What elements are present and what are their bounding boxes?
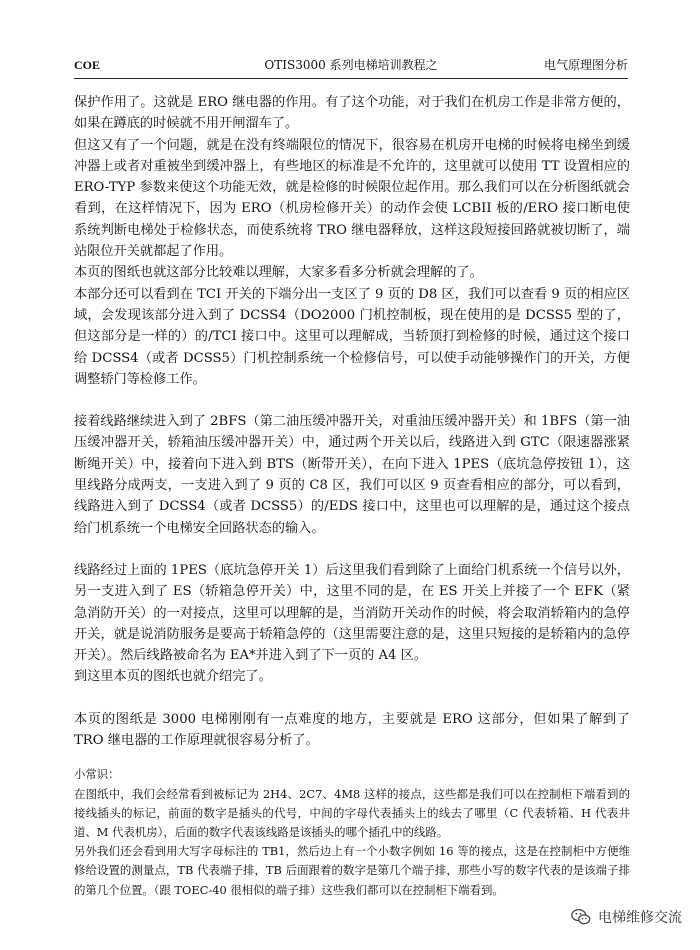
paragraph: 本页的图纸是 3000 电梯刚刚有一点难度的地方，主要就是 ERO 这部分，但如果了解到了 TRO 继电器的工作原理就很容易分析了。 bbox=[74, 711, 630, 749]
paragraph-gap bbox=[74, 688, 630, 709]
document-body bbox=[74, 92, 630, 900]
tips-item: 在图纸中，我们会经常看到被标记为 2H4、2C7、4M8 这样的接点，这些都是我们可以在控制柜下端看到的接线插头的标记，前面的数字是插头的代号，中间的字母代表插头上的线去了哪里（C 代表轿箱、H 代表井道、M 代表机房），后面的数字代表该线路是该插头的哪个插孔中的线路。 bbox=[74, 786, 630, 839]
paragraph: 接着线路继续进入到了 2BFS（第二油压缓冲器开关，对重油压缓冲器开关）和 1BFS（第一油压缓冲器开关，轿箱油压缓冲器开关）中，通过两个开关以后，线路进入到 GTC（限速器涨紧断绳开关）中，接着向下进入到 BTS（断带开关），在向下进入 1PES（底坑急停按钮 1），这里线路分成两支，一支进入到了 9 页的 C8 区，我们可以区 9 页查看相应的部分，可以看到，线路进入到了 DCSS4（或者 DCSS5）的/EDS 接口中，这里也可以理解的是，通过这个接点给门机系统一个电梯安全回路状态的输入。 bbox=[74, 414, 630, 536]
watermark-text: 电梯维修交流 bbox=[598, 910, 682, 926]
paragraph: 本部分还可以看到在 TCI 开关的下端分出一支区了 9 页的 D8 区，我们可以查看 9 页的相应区域，会发现该部分进入到了 DCSS4（DO2000 门机控制板，现在使用的是 DCSS5 型的了，但这部分是一样的）的/TCI 接口中。这里可以理解成，当轿顶打到检修的时候，通过这个接口给 DCSS4（或者 DCSS5）门机控制系统一个检修信号，可以使手动能够操作门的开关，方便调整轿门等检修工作。 bbox=[74, 286, 630, 387]
paragraph: 但这又有了一个问题，就是在没有终端限位的情况下，很容易在机房开电梯的时候将电梯坐到缓冲器上或者对重被坐到缓冲器上，有些地区的标准是不允许的，这里就可以使用 TT 设置相应的 ERO-TYP 参数来使这个功能无效，就是检修的时候限位起作用。那么我们可以在分析图纸就会看到，在这样情况下，因为 ERO（机房检修开关）的动作会使 LCBII 板的/ERO 接口断电使系统判断电梯处于检修状态，而使系统将 TRO 继电器释放，这样这段短接回路就被切断了，端站限位开关就都起了作用。 bbox=[74, 137, 630, 260]
wechat-icon bbox=[570, 906, 592, 928]
paragraph: 到这里本页的图纸也就介绍完了。 bbox=[74, 669, 272, 685]
paragraph: 本页的图纸也就这部分比较难以理解，大家多看多分析就会理解的了。 bbox=[74, 265, 483, 281]
tips-item: 另外我们还会看到用大写字母标注的 TB1，然后边上有一个小数字例如 16 等的接点，这是在控制柜中方便维修给设置的测量点，TB 代表端子排，TB 后面跟着的数字是第几个端子排，那些小写的数字代表的是该端子排的第几个位置。（跟 TOEC-40 很相似的端子排）这些我们都可以在控制柜下端看到。 bbox=[74, 844, 630, 897]
header-title: OTIS3000 系列电梯培训教程之 bbox=[264, 58, 438, 72]
paragraph: 保护作用了。这就是 ERO 继电器的作用。有了这个功能，对于我们在机房工作是非常方便的，如果在蹲底的时候就不用开闸溜车了。 bbox=[74, 95, 630, 132]
page-header bbox=[74, 56, 628, 79]
paragraph-gap bbox=[74, 390, 630, 411]
header-right: 电气原理图分析 bbox=[543, 58, 628, 72]
header-left: COE bbox=[74, 58, 101, 72]
watermark bbox=[570, 906, 682, 928]
tips-section bbox=[74, 765, 630, 899]
paragraph-gap bbox=[74, 539, 630, 560]
tips-title: 小常识： bbox=[74, 767, 120, 782]
paragraph: 线路经过上面的 1PES（底坑急停开关 1）后这里我们看到除了上面给门机系统一个信号以外，另一支进入到了 ES（轿箱急停开关）中，这里不同的是，在 ES 开关上并接了一个 EFK（紧急消防开关）的一对接点，这里可以理解的是，当消防开关动作的时候，将会取消轿箱内的急停开关，就是说消防服务是要高于轿箱急停的（这里需要注意的是，这里只短接的是轿箱内的急停开关）。然后线路被命名为 EA*并进入到了下一页的 A4 区。 bbox=[74, 562, 630, 664]
